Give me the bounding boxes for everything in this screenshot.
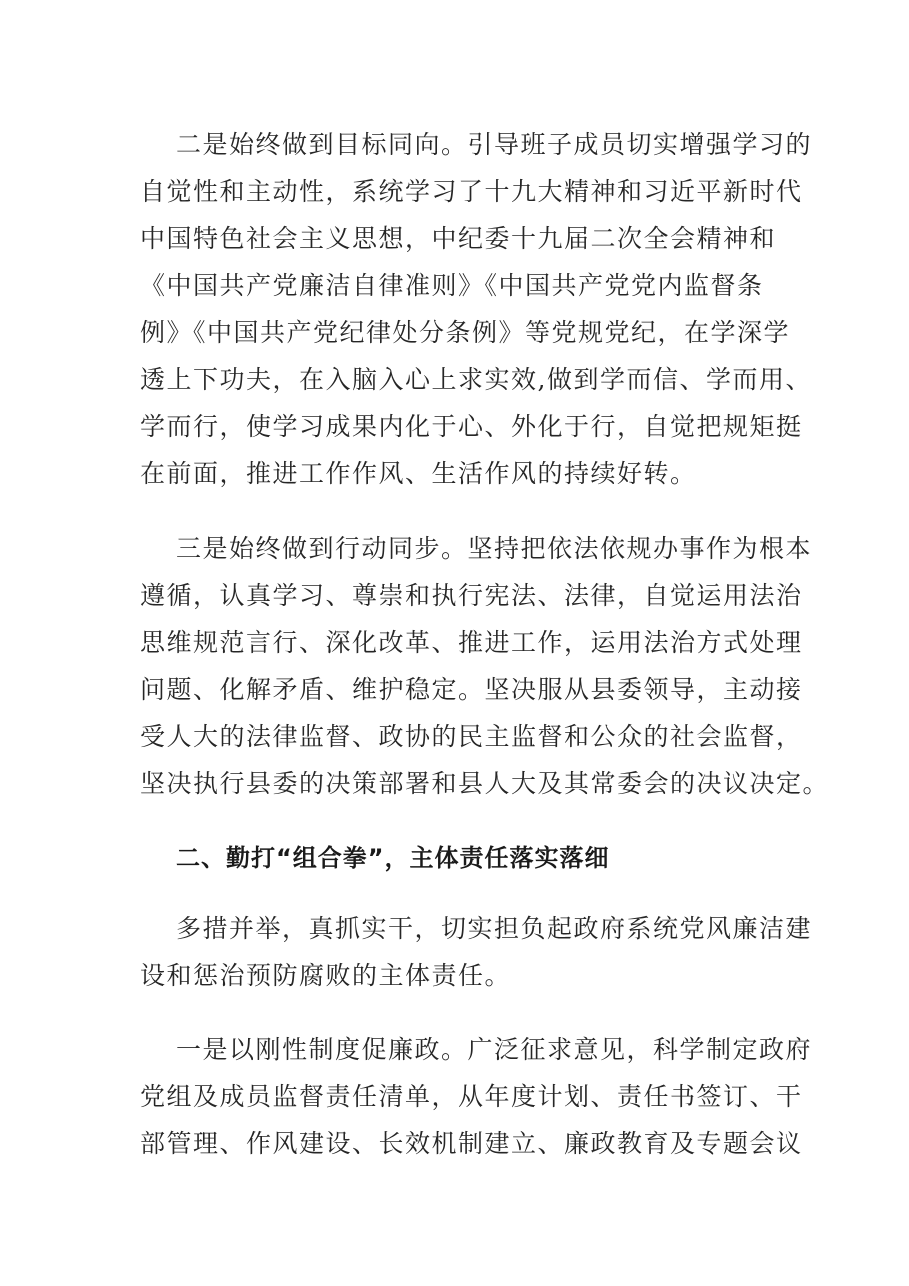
paragraph-line: 部管理、作风建设、长效机制建立、廉政教育及专题会议 (140, 1129, 803, 1158)
paragraph-line: 在前面，推进工作作风、生活作风的持续好转。 (140, 459, 697, 488)
paragraph-line: 遵循，认真学习、尊崇和执行宪法、法律，自觉运用法治 (140, 581, 803, 610)
paragraph-line: 学而行，使学习成果内化于心、外化于行，自觉把规矩挺 (140, 412, 803, 441)
paragraph-line: 党组及成员监督责任清单，从年度计划、责任书签订、干 (140, 1082, 803, 1111)
paragraph-line: 一是以刚性制度促廉政。广泛征求意见，科学制定政府 (176, 1035, 813, 1064)
paragraph-line: 受人大的法律监督、政协的民主监督和公众的社会监督， (140, 722, 803, 751)
paragraph-goal-alignment (140, 121, 813, 497)
section-heading: 二、勤打“组合拳”，主体责任落实落细 (176, 844, 610, 872)
paragraph-line: 设和惩治预防腐败的主体责任。 (140, 961, 512, 990)
paragraph-line: 中国特色社会主义思想，中纪委十九届二次全会精神和 (140, 224, 777, 253)
paragraph-line: 三是始终做到行动同步。坚持把依法依规办事作为根本 (176, 534, 813, 563)
paragraph-line: 坚决执行县委的决策部署和县人大及其常委会的决议决定。 (140, 769, 830, 798)
paragraph-action-sync (140, 525, 830, 807)
paragraph-rigid-system (140, 1026, 813, 1167)
paragraph-line: 思维规范言行、深化改革、推进工作，运用法治方式处理 (140, 628, 803, 657)
paragraph-line: 透上下功夫，在入脑入心上求实效,做到学而信、学而用、 (140, 365, 812, 394)
paragraph-line: 多措并举，真抓实干，切实担负起政府系统党风廉洁建 (176, 914, 813, 943)
paragraph-line: 《中国共产党廉洁自律准则》《中国共产党党内监督条 (140, 271, 764, 300)
paragraph-line: 自觉性和主动性，系统学习了十九大精神和习近平新时代 (140, 177, 803, 206)
paragraph-line: 问题、化解矛盾、维护稳定。坚决服从县委领导，主动接 (140, 675, 803, 704)
paragraph-section-intro (140, 905, 813, 999)
paragraph-line: 二是始终做到目标同向。引导班子成员切实增强学习的 (176, 130, 813, 159)
paragraph-line: 例》《中国共产党纪律处分条例》等党规党纪，在学深学 (140, 318, 791, 347)
